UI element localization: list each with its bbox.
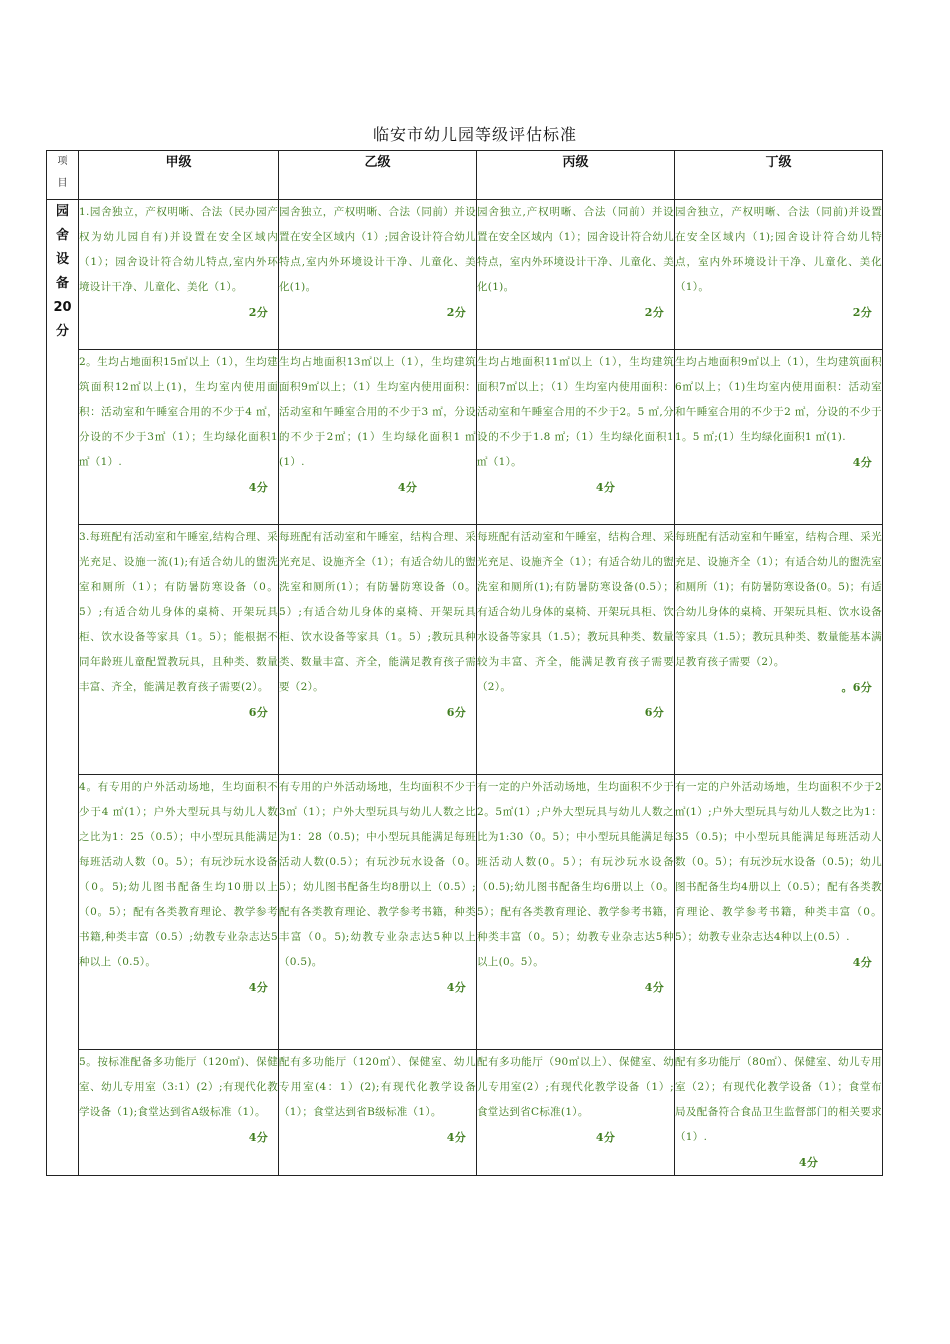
criteria-cell: [79, 775, 279, 1050]
score-label: 4分: [852, 956, 872, 969]
category-char: 分: [55, 324, 69, 339]
category-char: 备: [55, 276, 69, 291]
criteria-cell: [675, 1050, 883, 1176]
score-label: 4分: [397, 481, 418, 494]
criteria-cell: [279, 525, 477, 775]
score-label: 2分: [248, 306, 268, 319]
score-label: 4分: [798, 1156, 819, 1169]
criteria-text: 配有多功能厅（120㎡）、保健室、幼儿专用室(4：1）(2);有现代化教学设备（1）；食堂达到省B级标准（1）。: [279, 1056, 476, 1118]
criteria-text: 5。按标准配备多功能厅（120㎡)、保健室、幼儿专用室（3:1）(2）;有现代化教学设备（1);食堂达到省A级标准（1）。: [79, 1056, 278, 1118]
category-char: 20: [53, 300, 72, 315]
score-label: 6分: [644, 706, 664, 719]
category-char: 舍: [55, 228, 69, 243]
evaluation-table: [46, 150, 883, 1176]
score-label: 4分: [446, 981, 466, 994]
criteria-cell: [79, 350, 279, 525]
level-header-yi: 乙级: [279, 151, 477, 200]
category-cell: [47, 200, 79, 1176]
criteria-cell: [477, 775, 675, 1050]
criteria-text: 生均占地面积9㎡以上（1），生均建筑面积6㎡以上；（1)生均室内使用面积：活动室和午睡室合用的不少于2 ㎡，分设的不少于1。5 ㎡;(1）生均绿化面积1 ㎡(1).: [675, 356, 882, 443]
criteria-cell: [675, 200, 883, 350]
criteria-text: 园舍独立,产权明晰、合法（同前）并设置在安全区域内（1）；园舍设计符合幼儿特点，室内外环境设计干净、儿童化、美化(1)。: [477, 206, 674, 293]
level-header-ding: 丁级: [675, 151, 883, 200]
criteria-text: 有专用的户外活动场地，生均面积不少于3㎡（1）；户外大型玩具与幼儿人数之比为1：28（0.5)；中小型玩具能满足每班活动人数(0.5）；有玩沙玩水设备（0。5）；幼儿图书配备生均8册以上（0.5）;配有各类教育理论、教学参考书籍，种类丰富（0。5);幼教专业杂志达5种以上（0.5)。: [279, 781, 476, 968]
criteria-text: 4。有专用的户外活动场地，生均面积不少于4 ㎡(1）；户外大型玩具与幼儿人数之比为1：25（0.5）；中小型玩具能满足每班活动人数（0。5）；有玩沙玩水设备（0。5);幼儿图书配备生均10册以上（0。5）；配有各类教育理论、教学参考书籍,种类丰富（0.5）;幼教专业杂志达5种以上（0.5）。: [79, 781, 278, 968]
criteria-text: 1.园舍独立，产权明晰、合法（民办园产权为幼儿园自有)并设置在安全区域内（1）；园舍设计符合幼儿特点,室内外环境设计干净、儿童化、美化（1）。: [79, 206, 278, 293]
criteria-text: 园舍独立，产权明晰、合法（同前）并设置在安全区域内（1）;园舍设计符合幼儿特点,室内外环境设计干净、儿童化、美化(1)。: [279, 206, 476, 293]
criteria-cell: [279, 350, 477, 525]
table-row: [47, 200, 883, 350]
item-header-line2: 目: [57, 178, 68, 189]
criteria-cell: [477, 1050, 675, 1176]
score-label: 。6分: [841, 681, 872, 694]
table-bottom-rule: [78, 1175, 882, 1176]
criteria-text: 每班配有活动室和午睡室，结构合理、采光充足、设施齐全（1）；有适合幼儿的盥洗室和厕所(1);有防暑防寒设备(0.5）；有适合幼儿身体的桌椅、开架玩具柜、饮水设备等家具（1.5）；教玩具种类、数量较为丰富、齐全，能满足教育孩子需要（2）。: [477, 531, 674, 693]
table-row: [47, 1050, 883, 1176]
criteria-text: 配有多功能厅（90㎡以上）、保健室、幼儿专用室(2）;有现代化教学设备（1）;食堂达到省C标准(1）。: [477, 1056, 674, 1118]
score-label: 4分: [248, 481, 268, 494]
criteria-text: 有一定的户外活动场地，生均面积不少于2。5㎡(1）;户外大型玩具与幼儿人数之比为1:30（0。5）；中小型玩具能满足每班活动人数(0。5）；有玩沙玩水设备（0.5);幼儿图书配备生均6册以上（0。5）；配有各类教育理论、教学参考书籍，种类丰富（0。5）；幼教专业杂志达5种以上(0。5）。: [477, 781, 674, 968]
criteria-text: 3.每班配有活动室和午睡室,结构合理、采光充足、设施一流(1);有适合幼儿的盥洗室和厕所（1）；有防暑防寒设备（0。5）;有适合幼儿身体的桌椅、开架玩具柜、饮水设备等家具（1。5）；能根据不同年龄班儿童配置教玩具，且种类、数量丰富、齐全，能满足教育孩子需要(2）。: [79, 531, 278, 693]
criteria-cell: [477, 200, 675, 350]
item-header: [47, 151, 79, 200]
criteria-cell: [675, 350, 883, 525]
score-label: 4分: [595, 1131, 616, 1144]
criteria-text: 生均占地面积13㎡以上（1），生均建筑面积9㎡以上；（1）生均室内使用面积：活动室和午睡室合用的不少于3 ㎡，分设的不少于2㎡；(1）生均绿化面积1 ㎡(1）.: [279, 356, 476, 468]
score-label: 4分: [248, 1131, 268, 1144]
item-header-line1: 项: [57, 156, 68, 167]
score-label: 6分: [446, 706, 466, 719]
criteria-cell: [79, 1050, 279, 1176]
table-row: [47, 350, 883, 525]
table-row: [47, 775, 883, 1050]
criteria-cell: [79, 200, 279, 350]
criteria-cell: [279, 1050, 477, 1176]
score-label: 6分: [248, 706, 268, 719]
criteria-cell: [79, 525, 279, 775]
page-title: 临安市幼儿园等级评估标准: [372, 125, 577, 144]
score-label: 2分: [446, 306, 466, 319]
score-label: 4分: [595, 481, 616, 494]
level-header-bing: 丙级: [477, 151, 675, 200]
score-label: 4分: [644, 981, 664, 994]
criteria-cell: [279, 775, 477, 1050]
score-label: 2分: [644, 306, 664, 319]
criteria-text: 生均占地面积11㎡以上（1），生均建筑面积7㎡以上；（1）生均室内使用面积：活动室和午睡室合用的不少于2。5 ㎡,分设的不少于1.8 ㎡;（1）生均绿化面积1 ㎡（1）。: [477, 356, 674, 468]
score-label: 4分: [852, 456, 872, 469]
score-label: 4分: [446, 1131, 466, 1144]
table-row: [47, 525, 883, 775]
criteria-text: 园舍独立，产权明晰、合法（同前)并设置在安全区域内（1);园舍设计符合幼儿特点，室内外环境设计干净、儿童化、美化（1）。: [675, 206, 882, 293]
criteria-text: 配有多功能厅（80㎡）、保健室、幼儿专用室（2）；有现代化教学设备（1）；食堂布局及配备符合食品卫生监督部门的相关要求（1）.: [675, 1056, 882, 1143]
category-char: 设: [55, 252, 69, 267]
criteria-text: 有一定的户外活动场地，生均面积不少于2㎡(1）;户外大型玩具与幼儿人数之比为1：35（0.5)；中小型玩具能满足每班活动人数（0。5）；有玩沙玩水设备（0.5)；幼儿图书配备生均4册以上（0.5）；配有各类教育理论、教学参考书籍，种类丰富（0。5）；幼教专业杂志达4种以上(0.5）.: [675, 781, 882, 943]
level-header-jia: 甲级: [79, 151, 279, 200]
score-label: 2分: [852, 306, 872, 319]
criteria-cell: [279, 200, 477, 350]
criteria-text: 2。生均占地面积15㎡以上（1），生均建筑面积12㎡以上(1)，生均室内使用面积：活动室和午睡室合用的不少于4 ㎡，分设的不少于3㎡（1）；生均绿化面积1 ㎡（1）.: [79, 356, 278, 468]
criteria-cell: [477, 350, 675, 525]
criteria-text: 每班配有活动室和午睡室，结构合理、采光充足、设施齐全（1）；有适合幼儿的盥洗室和厕所（1)；有防暑防寒设备(0。5)；有适合幼儿身体的桌椅、开架玩具柜、饮水设备等家具（1.5）；教玩具种类、数量能基本满足教育孩子需要（2）。: [675, 531, 882, 668]
category-char: 园: [55, 204, 69, 219]
criteria-cell: [675, 775, 883, 1050]
score-label: 4分: [248, 981, 268, 994]
criteria-cell: [477, 525, 675, 775]
header-row: [47, 151, 883, 200]
criteria-text: 每班配有活动室和午睡室，结构合理、采光充足、设施齐全（1）；有适合幼儿的盥洗室和厕所(1）；有防暑防寒设备（0。5）;有适合幼儿身体的桌椅、开架玩具柜、饮水设备等家具（1。5）;教玩具种类、数量丰富、齐全，能满足教育孩子需要（2）。: [279, 531, 476, 693]
criteria-cell: [675, 525, 883, 775]
